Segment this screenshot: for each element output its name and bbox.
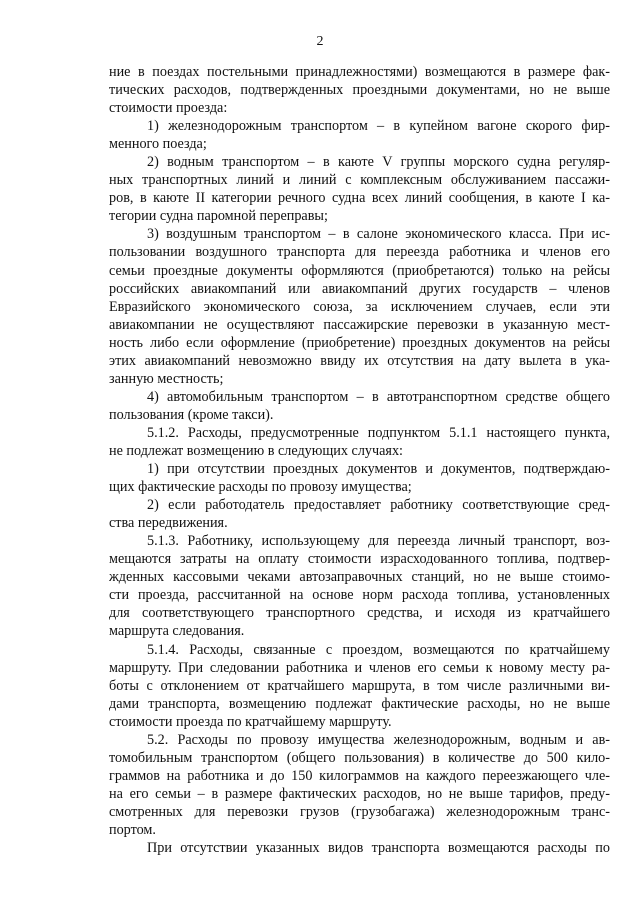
paragraph <box>109 731 610 839</box>
paragraph <box>109 153 610 225</box>
text-line: При отсутствии указанных видов транспорта возмещаются расходы по <box>147 840 610 857</box>
text-line: сти проезда, рассчитанной на основе норм расхода топлива, установленных <box>109 587 610 604</box>
text-line: занную местность; <box>109 370 224 387</box>
paragraph <box>109 460 610 496</box>
text-line: портом. <box>109 821 156 838</box>
text-line: ность либо если оформление (приобретение) проездных документов на рейсы <box>109 334 610 351</box>
paragraph <box>109 63 610 117</box>
text-line: пользовании воздушного транспорта для переезда работника и членов его <box>109 244 610 261</box>
text-line: боты с отклонением от кратчайшего маршрута, в том числе различными ви- <box>109 677 610 694</box>
text-line: 2) водным транспортом – в каюте V группы морского судна регуляр- <box>147 154 610 171</box>
text-line: авиакомпании не осуществляют пассажирские перевозки в указанную мест- <box>109 316 610 333</box>
text-line: маршруту. При следовании работника и членов его семьи к новому месту ра- <box>109 659 610 676</box>
text-line: мещаются затраты на оплату стоимости израсходованного топлива, подтвер- <box>109 551 610 568</box>
paragraph <box>109 532 610 640</box>
text-line: стоимости проезда: <box>109 100 228 117</box>
text-line: дами транспорта, возмещению подлежат фактические расходы, но не выше <box>109 695 610 712</box>
text-line: тегории судна паромной переправы; <box>109 208 328 225</box>
text-line: маршрута следования. <box>109 623 245 640</box>
paragraph <box>109 839 610 857</box>
page-number: 2 <box>316 34 324 49</box>
text-line: стоимости проезда по кратчайшему маршруту. <box>109 713 392 730</box>
text-line: российских авиакомпаний или авиакомпаний других государств – членов <box>109 280 610 297</box>
text-line: щих фактические расходы по провозу имущества; <box>109 479 412 496</box>
document-body <box>109 63 610 857</box>
text-line: пользования (кроме такси). <box>109 406 274 423</box>
text-line: Евразийского экономического союза, за исключением случаев, если эти <box>109 298 610 315</box>
text-line: 5.1.2. Расходы, предусмотренные подпунктом 5.1.1 настоящего пункта, <box>147 424 610 441</box>
text-line: 5.1.3. Работнику, использующему для переезда личный транспорт, воз- <box>147 533 610 550</box>
text-line: 3) воздушным транспортом – в салоне экономического класса. При ис- <box>147 226 610 243</box>
text-line: 5.2. Расходы по провозу имущества железнодорожным, водным и ав- <box>147 731 610 748</box>
text-line: жденных кассовыми чеками автозаправочных станций, но не выше стоимо- <box>109 569 610 586</box>
text-line: 4) автомобильным транспортом – в автотранспортном средстве общего <box>147 388 610 405</box>
text-line: томобильным транспортом (общего пользования) в количестве до 500 кило- <box>109 749 610 766</box>
text-line: менного поезда; <box>109 136 207 153</box>
paragraph <box>109 496 610 532</box>
text-line: семьи проездные документы оформляются (приобретаются) только на рейсы <box>109 262 610 279</box>
paragraph <box>109 388 610 424</box>
text-line: этих авиакомпаний невозможно ввиду их отсутствия на дату вылета в ука- <box>109 352 610 369</box>
text-line: ров, в каюте II категории речного судна всех линий сообщения, в каюте I ка- <box>109 190 610 207</box>
text-line: граммов на работника и до 150 килограммов на каждого переезжающего чле- <box>109 767 610 784</box>
text-line: ных транспортных линий и линий с комплексным обслуживанием пассажи- <box>109 172 610 189</box>
paragraph <box>109 641 610 731</box>
paragraph <box>109 225 610 387</box>
text-line: не подлежат возмещению в следующих случаях: <box>109 442 403 459</box>
text-line: на его семьи – в размере фактических расходов, но не выше тарифов, преду- <box>109 785 610 802</box>
text-line: тических расходов, подтвержденных проездными документами, но не выше <box>109 82 610 99</box>
paragraph <box>109 424 610 460</box>
text-line: 2) если работодатель предоставляет работнику соответствующие сред- <box>147 497 610 514</box>
text-line: 1) при отсутствии проездных документов и документов, подтверждаю- <box>147 461 610 478</box>
text-line: ства передвижения. <box>109 515 228 532</box>
text-line: 5.1.4. Расходы, связанные с проездом, возмещаются по кратчайшему <box>147 641 610 658</box>
text-line: 1) железнодорожным транспортом – в купейном вагоне скорого фир- <box>147 118 610 135</box>
text-line: смотренных для перевозки грузов (грузобагажа) железнодорожным транс- <box>109 803 610 820</box>
paragraph <box>109 117 610 153</box>
text-line: для соответствующего транспортного средства, и исходя из кратчайшего <box>109 605 610 622</box>
text-line: ние в поездах постельными принадлежностями) возмещаются в размере фак- <box>109 64 610 80</box>
